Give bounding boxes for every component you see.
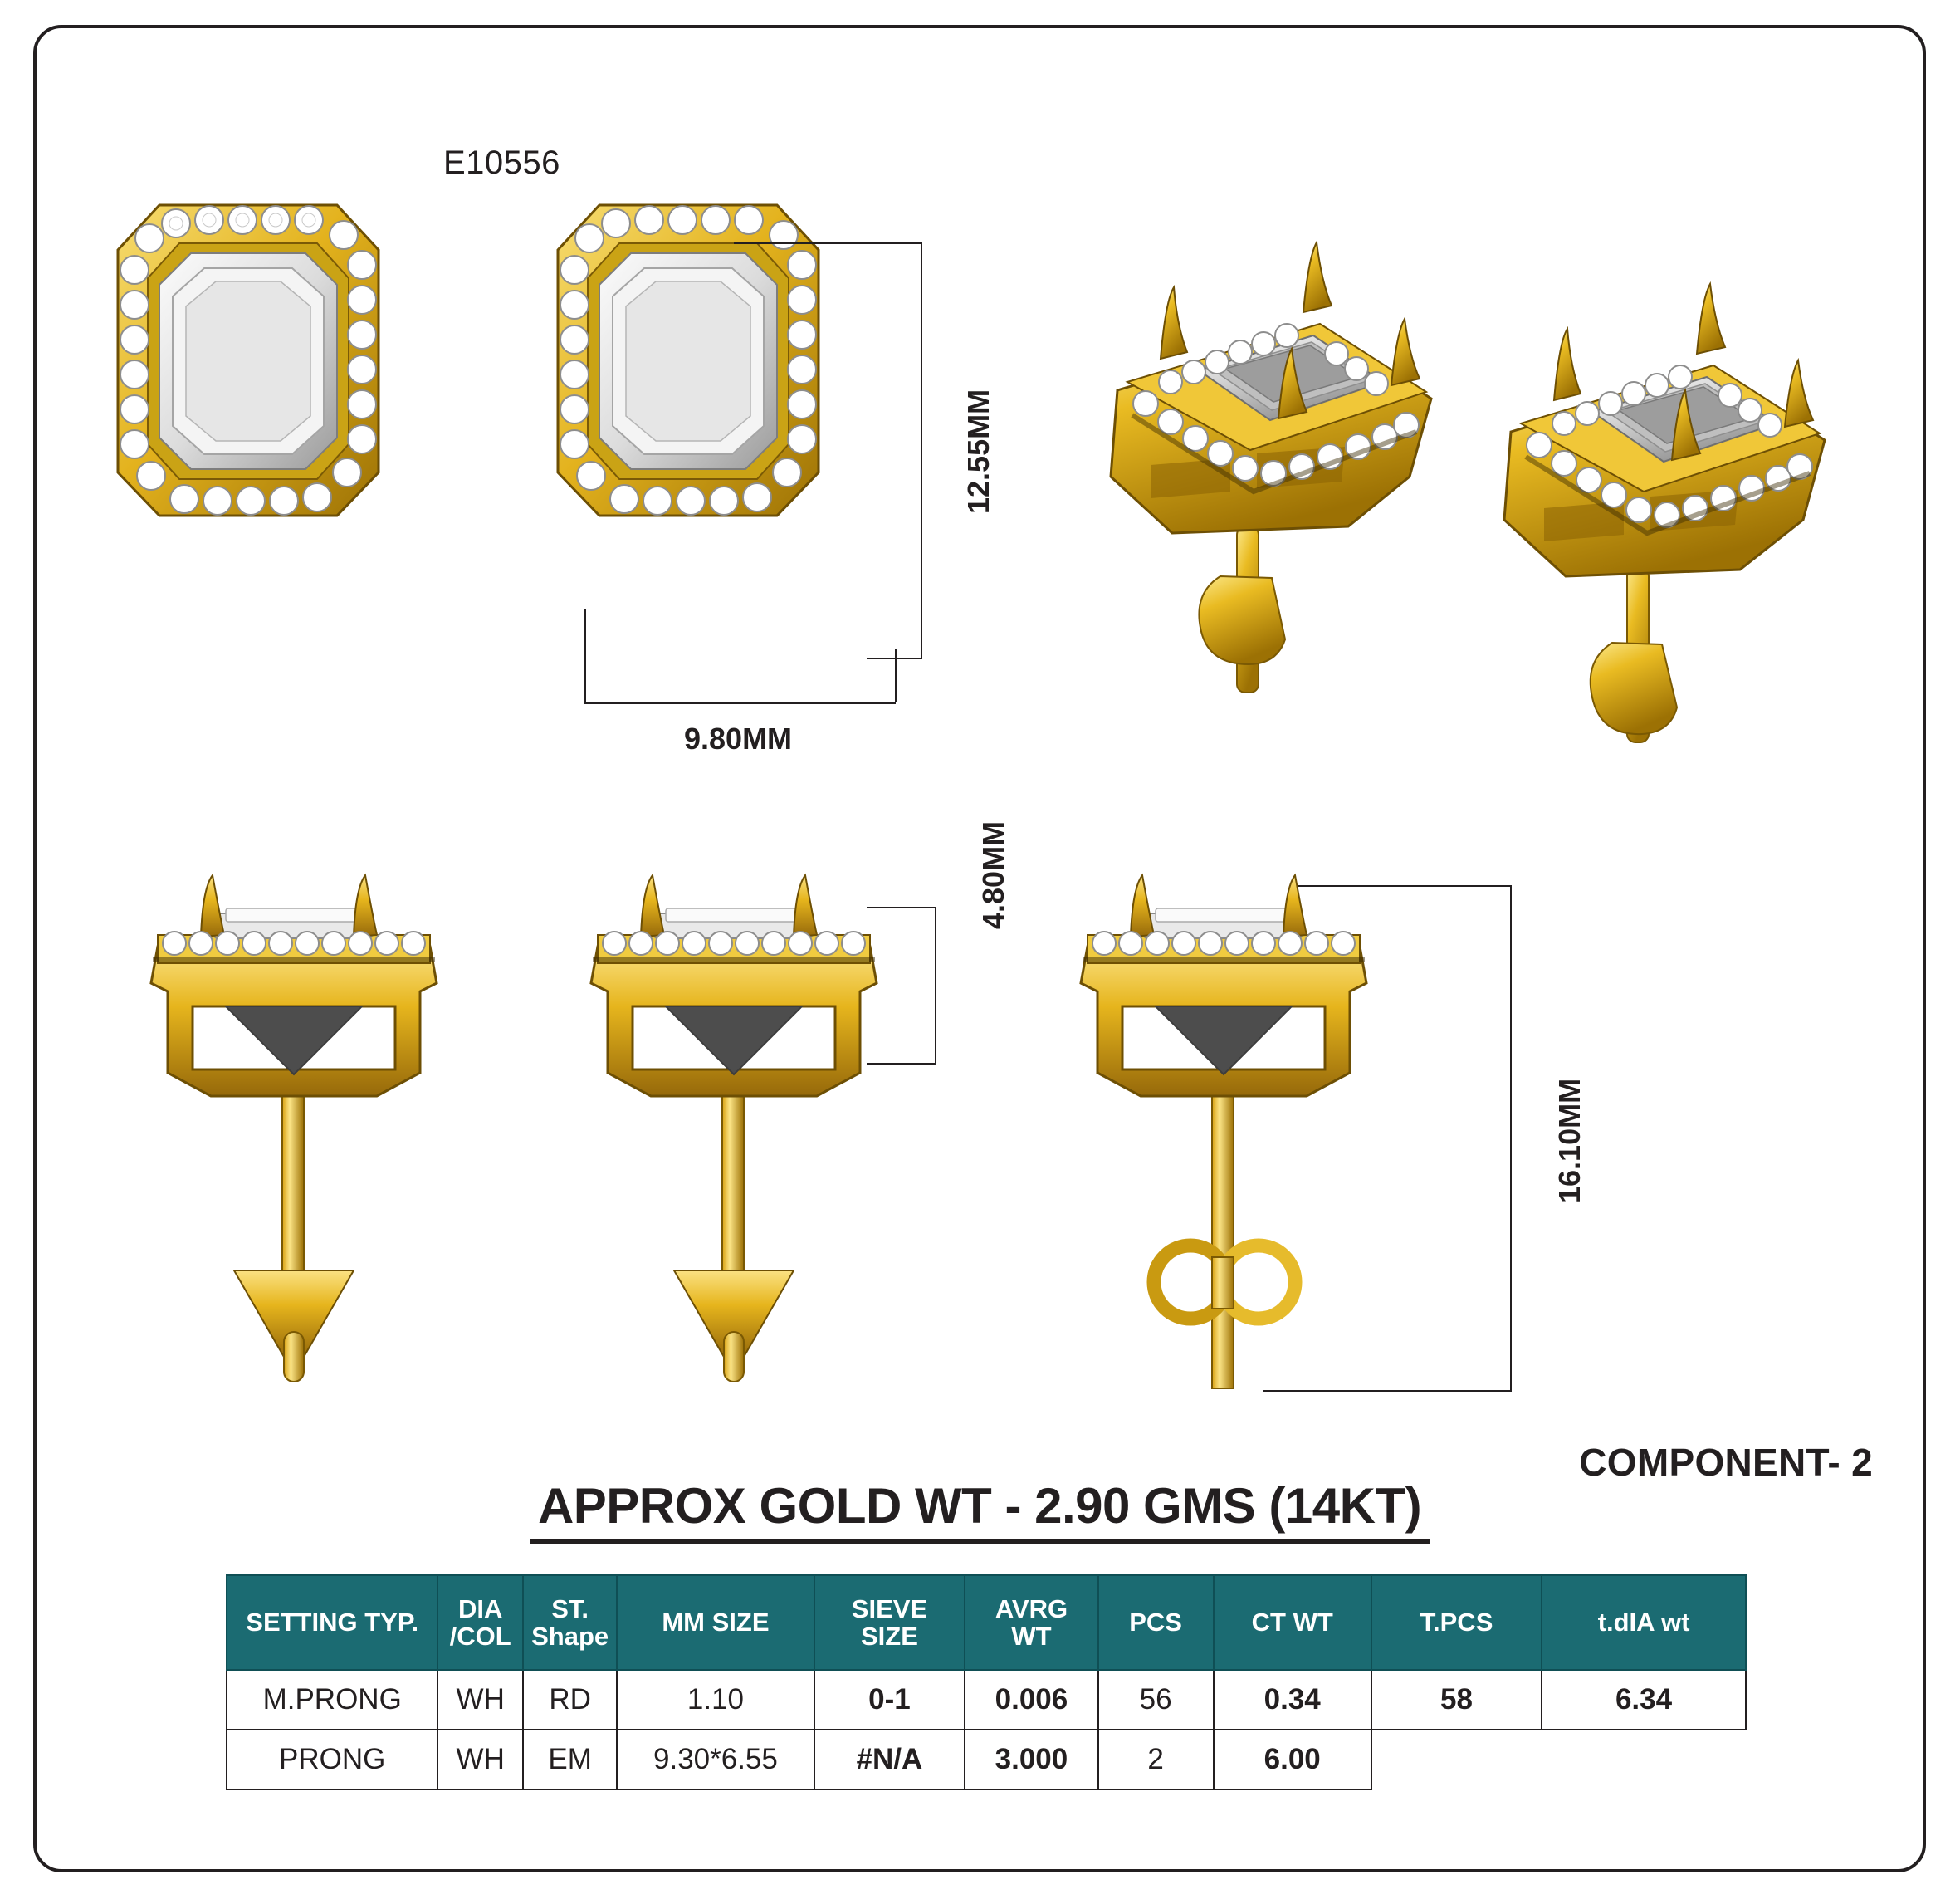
dim-line-height-vertical (921, 242, 922, 659)
col-sieve-size: SIEVE SIZE (814, 1575, 965, 1670)
table-row (227, 1730, 1746, 1789)
top-view-halo-1 (111, 198, 385, 522)
col-stone-shape: ST. Shape (523, 1575, 617, 1670)
component-label: COMPONENT- 2 (1579, 1441, 1873, 1484)
cell-sieve: #N/A (814, 1730, 965, 1789)
col-mm-size: MM SIZE (617, 1575, 814, 1670)
cell-dia-col: WH (437, 1670, 523, 1730)
dim-halo-width: 9.80MM (684, 722, 793, 756)
dim-ext-height-bottom (867, 658, 921, 659)
stone-spec-table (226, 1574, 1747, 1790)
cell-ct-wt: 0.34 (1214, 1670, 1371, 1730)
top-view-halo-2 (551, 198, 825, 522)
cell-total-pcs: 58 (1371, 1670, 1542, 1730)
cell-total-dia-wt: 6.34 (1542, 1670, 1746, 1730)
perspective-view-1 (1074, 228, 1464, 742)
cell-ct-wt: 6.00 (1214, 1730, 1371, 1789)
cell-sieve: 0-1 (814, 1670, 965, 1730)
dim-ext-totalheight-bottom (1263, 1390, 1511, 1392)
cell-shape: RD (523, 1670, 617, 1730)
cell-setting: PRONG (227, 1730, 437, 1789)
dim-line-sideheight-vertical (935, 907, 936, 1065)
side-view-3 (1049, 867, 1406, 1398)
dim-ext-height-top (734, 242, 921, 244)
col-pcs: PCS (1098, 1575, 1214, 1670)
col-ct-wt: CT WT (1214, 1575, 1371, 1670)
col-total-pcs: T.PCS (1371, 1575, 1542, 1670)
table-row (227, 1670, 1746, 1730)
cell-mm-size: 1.10 (617, 1670, 814, 1730)
dim-line-totalheight-vertical (1510, 885, 1512, 1392)
dim-ext-width-left (584, 609, 586, 702)
cell-avrg-wt: 3.000 (965, 1730, 1097, 1789)
cell-pcs: 2 (1098, 1730, 1214, 1789)
gold-weight-text: APPROX GOLD WT - 2.90 GMS (14KT) (530, 1477, 1430, 1544)
dim-ext-sideheight-bottom (867, 1063, 936, 1065)
cell-shape: EM (523, 1730, 617, 1789)
side-view-1 (128, 867, 460, 1382)
dim-ext-totalheight-top (1298, 885, 1511, 887)
table-header-row (227, 1575, 1746, 1670)
cell-setting: M.PRONG (227, 1670, 437, 1730)
cell-total-dia-wt (1542, 1730, 1746, 1789)
cell-avrg-wt: 0.006 (965, 1670, 1097, 1730)
col-total-dia-wt: t.dIA wt (1542, 1575, 1746, 1670)
dim-ext-width-right (895, 649, 897, 702)
cell-mm-size: 9.30*6.55 (617, 1730, 814, 1789)
col-avrg-wt: AVRG WT (965, 1575, 1097, 1670)
style-code: E10556 (443, 144, 560, 181)
col-setting-type: SETTING TYP. (227, 1575, 437, 1670)
dim-total-height: 16.10MM (1552, 1078, 1586, 1203)
dim-halo-height: 12.55MM (961, 389, 995, 514)
cell-pcs: 56 (1098, 1670, 1214, 1730)
dim-line-width-horizontal (584, 702, 896, 704)
cell-dia-col: WH (437, 1730, 523, 1789)
gold-weight-heading (37, 1477, 1923, 1544)
drawing-sheet (33, 25, 1926, 1872)
cell-total-pcs (1371, 1730, 1542, 1789)
perspective-view-2 (1473, 277, 1863, 792)
col-dia-col: DIA /COL (437, 1575, 523, 1670)
dim-side-height: 4.80MM (976, 820, 1010, 929)
dim-ext-sideheight-top (867, 907, 936, 908)
side-view-2 (568, 867, 900, 1382)
